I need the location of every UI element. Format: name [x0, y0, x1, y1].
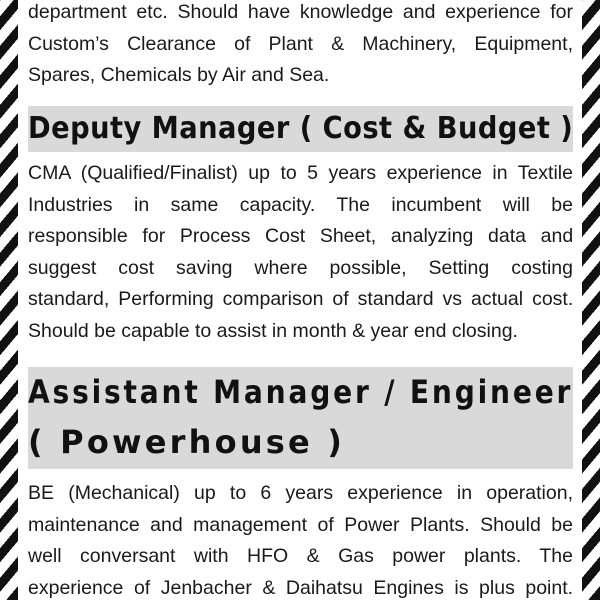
deputy-manager-description: [28, 158, 573, 347]
assistant-manager-heading: [28, 367, 573, 469]
description-line: suggest cost saving where possible, Setting costing: [28, 256, 573, 279]
intro-paragraph: [28, 0, 573, 92]
job-ad-content: [28, 0, 573, 600]
description-line: maintenance and management of Power Plants. Should be: [28, 513, 573, 536]
description-line: Should be capable to assist in month & year end closing.: [28, 319, 518, 342]
assistant-manager-description: [28, 478, 573, 600]
left-border-stripe: [0, 0, 18, 600]
description-line: responsible for Process Cost Sheet, analyzing data and: [28, 225, 573, 247]
intro-line: Custom’s Clearance of Plant & Machinery, Equipment,: [28, 32, 573, 55]
description-line: standard, Performing comparison of standard vs actual cost.: [28, 288, 573, 310]
deputy-manager-heading: [28, 106, 573, 152]
right-border-stripe: [582, 0, 600, 600]
intro-line: department etc. Should have knowledge and experience for: [28, 1, 573, 23]
description-line: Industries in same capacity. The incumbent will be: [28, 193, 573, 216]
intro-line: Spares, Chemicals by Air and Sea.: [28, 64, 330, 86]
assistant-manager-title-line: Assistant Manager / Engineer: [28, 373, 573, 411]
description-line: BE (Mechanical) up to 6 years experience in operation,: [28, 482, 573, 504]
deputy-manager-title: Deputy Manager ( Cost & Budget ): [28, 111, 573, 146]
assistant-manager-title-line: ( Powerhouse ): [28, 423, 346, 461]
description-line: well conversant with HFO & Gas power plants. The: [28, 545, 573, 567]
description-line: experience of Jenbacher & Daihatsu Engines is plus point.: [28, 576, 573, 599]
description-line: CMA (Qualified/Finalist) up to 5 years experience in Textile: [28, 162, 573, 184]
